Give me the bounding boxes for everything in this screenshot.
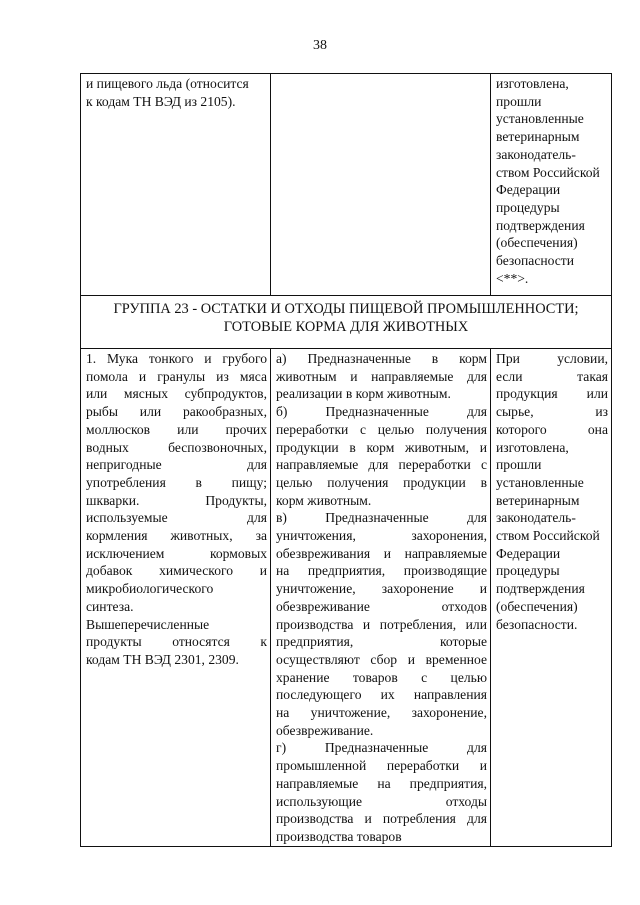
text-line: и пищевого льда (относится: [86, 76, 249, 91]
text-line: употребления в пищу;: [86, 474, 267, 490]
text-line: обезвреживание.: [276, 722, 374, 738]
cell-goods-description: [81, 349, 271, 847]
text-line: продукции в корм животным, и: [276, 439, 487, 455]
text-line: уничтожения, захоронения,: [276, 528, 487, 544]
text-line: переработки с целью получения: [276, 421, 487, 437]
cell-conditions: [491, 349, 612, 847]
text-line: процедуры: [496, 199, 560, 215]
table-row-item-1: [81, 349, 612, 847]
text-line: производства товаров: [276, 828, 402, 844]
text-line: г) Предназначенные для: [276, 740, 487, 756]
cell-goods-description: [81, 74, 271, 296]
purpose-text: [276, 350, 487, 846]
text-line: или мясных субпродуктов,: [86, 386, 267, 402]
text-line: 1. Мука тонкого и грубого: [86, 351, 267, 366]
group-header-cell: [81, 296, 612, 349]
text-line: продукты относятся к: [86, 634, 267, 650]
text-line: предприятия, которые: [276, 634, 487, 650]
cell-purpose: [271, 74, 491, 296]
text-line: сырье, из: [496, 404, 608, 420]
text-line: целью получения продукции в: [276, 474, 487, 490]
text-line: хранение товаров с целью: [276, 669, 487, 685]
text-line: безопасности: [496, 253, 575, 269]
text-line: ством Российской: [496, 528, 600, 544]
text-line: добавок химического и: [86, 563, 267, 579]
text-line: б) Предназначенные для: [276, 404, 487, 420]
page-number: 38: [313, 38, 327, 53]
text-line: (обеспечения): [496, 598, 578, 614]
text-line: в) Предназначенные для: [276, 510, 487, 526]
text-line: направляемые на предприятия,: [276, 775, 487, 791]
text-line: уничтожение, захоронение и: [276, 581, 487, 597]
text-line: ством Российской: [496, 164, 600, 180]
text-line: микробиологического: [86, 581, 214, 597]
table-row-group-header: [81, 296, 612, 349]
conditions-text: [496, 75, 608, 287]
text-line: исключением кормовых: [86, 545, 267, 561]
text-line: (обеспечения): [496, 235, 578, 251]
text-line: процедуры: [496, 563, 560, 579]
table-row-continuation: [81, 74, 612, 296]
text-line: безопасности.: [496, 616, 578, 632]
text-line: последующего их направления: [276, 687, 487, 703]
text-line: законодатель-: [496, 510, 576, 526]
text-line: подтверждения: [496, 581, 585, 597]
text-line: производства и потребления, или: [276, 616, 487, 632]
group-header-line1: ГРУППА 23 - ОСТАТКИ И ОТХОДЫ ПИЩЕВОЙ ПРОМЫШЛЕННОСТИ;: [113, 301, 579, 317]
text-line: а) Предназначенные в корм: [276, 351, 487, 366]
text-line: на уничтожение, захоронение,: [276, 705, 487, 721]
text-line: установленные: [496, 474, 584, 490]
text-line: корм животным.: [276, 492, 372, 508]
text-line: При условии,: [496, 351, 608, 366]
text-line: рыбы или ракообразных,: [86, 404, 267, 420]
text-line: прошли: [496, 457, 542, 473]
text-line: непригодные для: [86, 457, 267, 473]
text-line: использующие отходы: [276, 793, 487, 809]
text-line: если такая: [496, 368, 608, 384]
text-line: кодам ТН ВЭД 2301, 2309.: [86, 651, 239, 667]
conditions-text: [496, 350, 608, 633]
text-line: промышленной переработки и: [276, 758, 487, 774]
text-line: ветеринарным: [496, 492, 580, 508]
text-line: синтеза.: [86, 598, 134, 614]
text-line: обезвреживание отходов: [276, 598, 487, 614]
text-line: изготовлена,: [496, 439, 569, 455]
text-line: Вышеперечисленные: [86, 616, 210, 632]
text-line: изготовлена,: [496, 76, 569, 91]
text-line: к кодам ТН ВЭД из 2105).: [86, 93, 236, 109]
text-line: продукция или: [496, 386, 608, 402]
text-line: Федерации: [496, 182, 561, 198]
cell-conditions: [491, 74, 612, 296]
text-line: Федерации: [496, 545, 561, 561]
text-line: установленные: [496, 111, 584, 127]
text-line: законодатель-: [496, 146, 576, 162]
text-line: кормления животных, за: [86, 528, 267, 544]
goods-description-text: [86, 350, 267, 669]
text-line: водных беспозвоночных,: [86, 439, 267, 455]
goods-table: [80, 73, 612, 847]
text-line: которого она: [496, 421, 608, 437]
text-line: шкварки. Продукты,: [86, 492, 267, 508]
text-line: осуществляют сбор и временное: [276, 651, 487, 667]
text-line: животным и направляемые для: [276, 368, 487, 384]
text-line: направляемые для переработки с: [276, 457, 487, 473]
text-line: <**>.: [496, 270, 529, 286]
text-line: прошли: [496, 93, 542, 109]
text-line: обезвреживания и направляемые: [276, 545, 487, 561]
group-header-line2: ГОТОВЫЕ КОРМА ДЛЯ ЖИВОТНЫХ: [223, 319, 469, 335]
text-line: используемые для: [86, 510, 267, 526]
goods-description-text: [86, 75, 267, 110]
text-line: реализации в корм животным.: [276, 386, 451, 402]
text-line: ветеринарным: [496, 129, 580, 145]
text-line: помола и гранулы из мяса: [86, 368, 267, 384]
text-line: подтверждения: [496, 217, 585, 233]
text-line: моллюсков или прочих: [86, 421, 267, 437]
cell-purpose: [271, 349, 491, 847]
text-line: на предприятия, производящие: [276, 563, 487, 579]
text-line: производства и потребления для: [276, 811, 487, 827]
